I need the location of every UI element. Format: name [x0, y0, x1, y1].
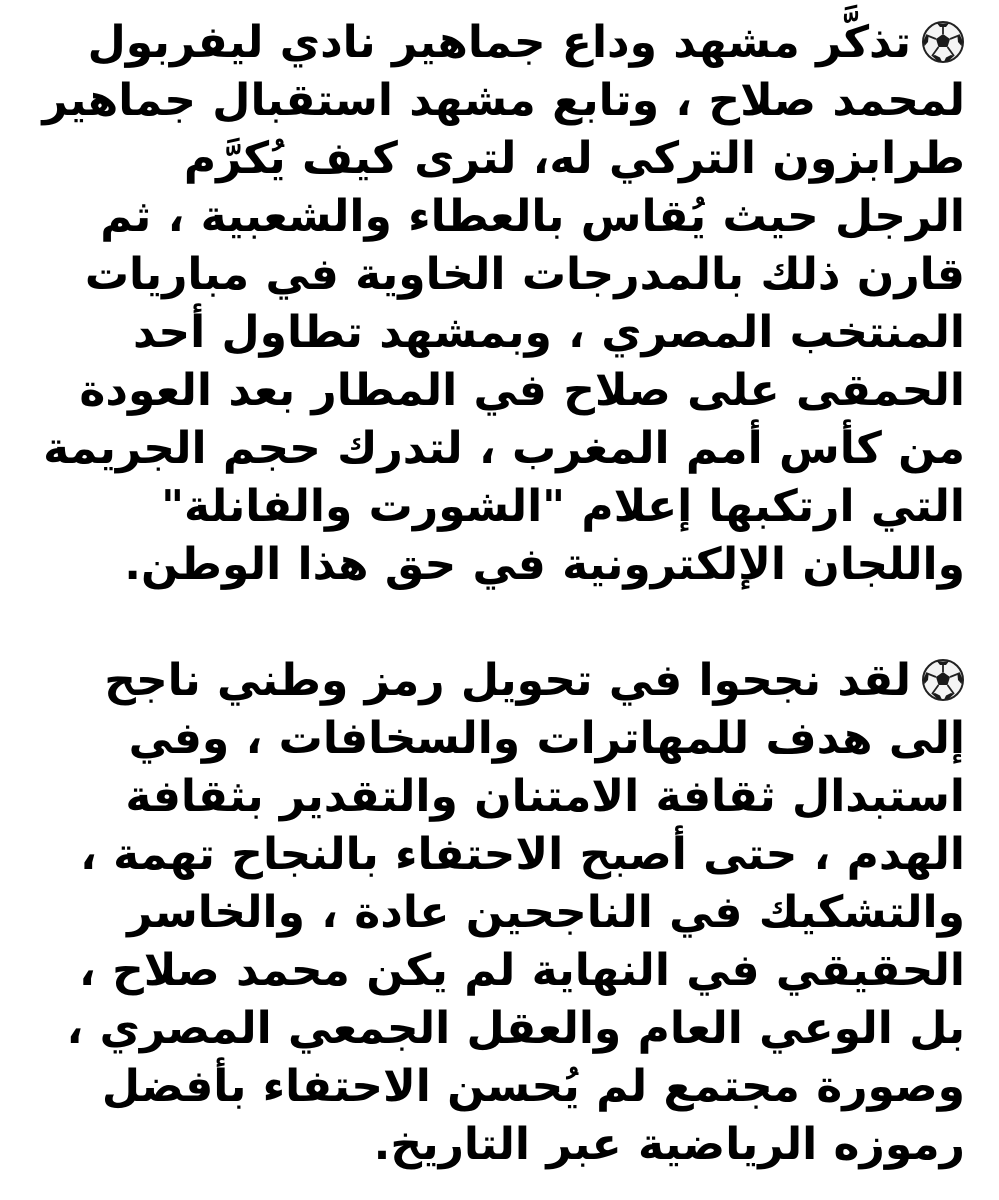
paragraph-2: [40, 652, 965, 1174]
soccer-ball-icon: [921, 658, 965, 702]
soccer-ball-icon: [921, 20, 965, 64]
paragraph-1-text: تذكَّر مشهد وداع جماهير نادي ليفربول لمحمد صلاح ، وتابع مشهد استقبال جماهير طرابزون التركي له، لترى كيف يُكرَّم الرجل حيث يُقاس بالعطاء والشعبية ، ثم قارن ذلك بالمدرجات الخاوية في مباريات المنتخب المصري ، وبمشهد تطاول أحد الحمقى على صلاح في المطار بعد العودة من كأس أمم المغرب ، لتدرك حجم الجريمة التي ارتكبها إعلام "الشورت والفانلة" واللجان الإلكترونية في حق هذا الوطن.: [42, 17, 965, 590]
paragraph-2-text: لقد نجحوا في تحويل رمز وطني ناجح إلى هدف للمهاترات والسخافات ، وفي استبدال ثقافة الامتنان والتقدير بثقافة الهدم ، حتى أصبح الاحتفاء بالنجاح تهمة ، والتشكيك في الناجحين عادة ، والخاسر الحقيقي في النهاية لم يكن محمد صلاح ، بل الوعي العام والعقل الجمعي المصري ، وصورة مجتمع لم يُحسن الاحتفاء بأفضل رموزه الرياضية عبر التاريخ.: [66, 655, 965, 1170]
paragraph-1: [40, 14, 965, 594]
